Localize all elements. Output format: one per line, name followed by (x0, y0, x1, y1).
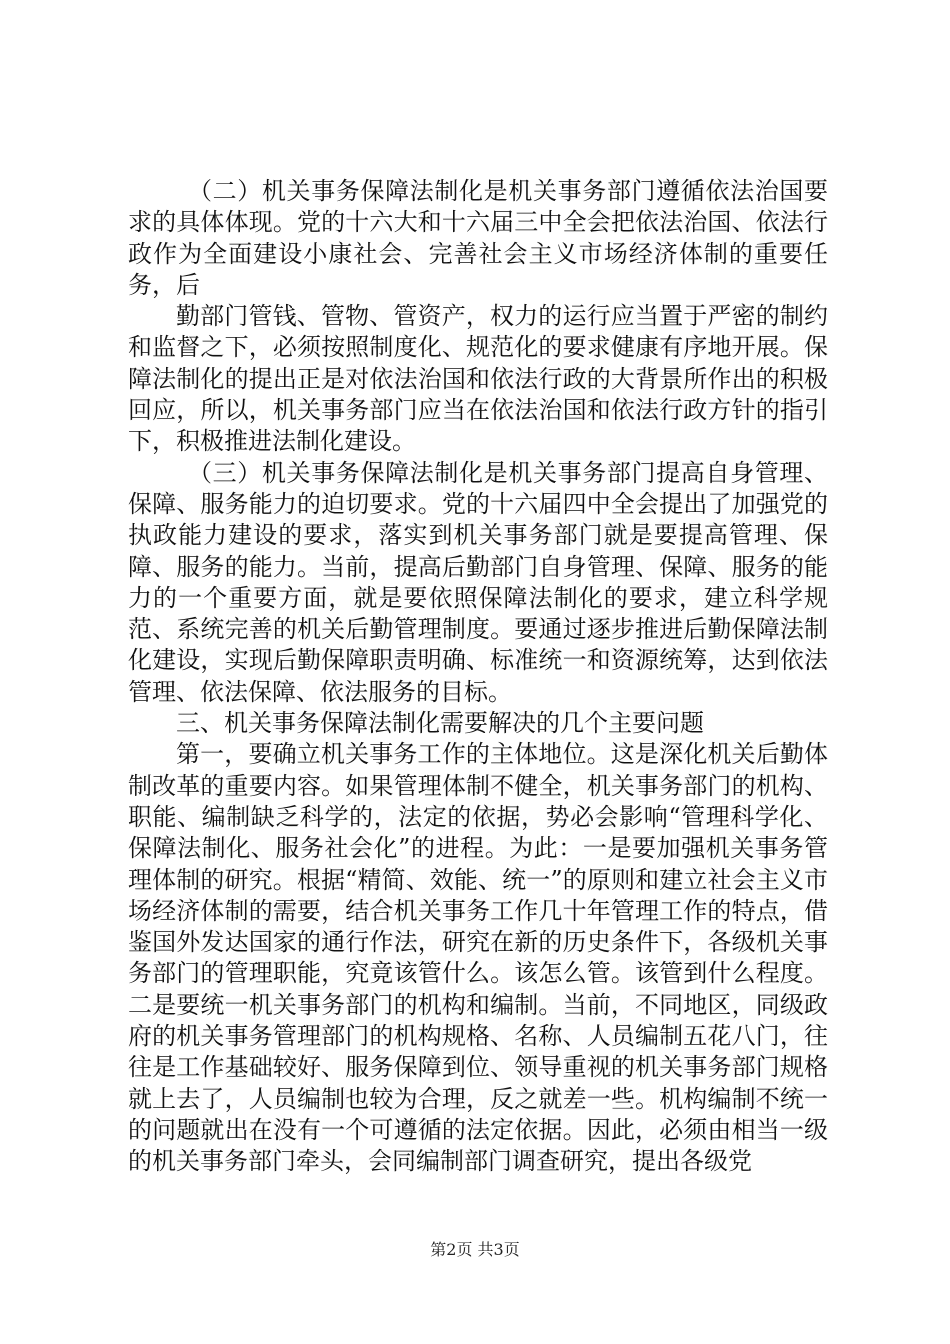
document-body (128, 176, 828, 1178)
section-heading: 三、机关事务保障法制化需要解决的几个主要问题 (176, 709, 704, 738)
page-footer: 第2页 共3页 (430, 1240, 520, 1259)
paragraph-continuation: 勤部门管钱、管物、管资产，权力的运行应当置于严密的制约和监督之下，必须按照制度化、规范化的要求健康有序地开展。保障法制化的提出正是对依法治国和依法行政的大背景所作出的积极回应，所以，机关事务部门应当在依法治国和依法行政方针的指引下，积极推进法制化建设。 (128, 302, 828, 456)
paragraph-section-two: （二）机关事务保障法制化是机关事务部门遵循依法治国要求的具体体现。党的十六大和十六届三中全会把依法治国、依法行政作为全面建设小康社会、完善社会主义市场经济体制的重要任务，后 (128, 177, 828, 299)
paragraph-first-point: 第一，要确立机关事务工作的主体地位。这是深化机关后勤体制改革的重要内容。如果管理体制不健全，机关事务部门的机构、职能、编制缺乏科学的，法定的依据，势必会影响“管理科学化、保障法制化、服务社会化”的进程。为此：一是要加强机关事务管理体制的研究。根据“精简、效能、统一”的原则和建立社会主义市场经济体制的需要，结合机关事务工作几十年管理工作的特点，借鉴国外发达国家的通行作法，研究在新的历史条件下，各级机关事务部门的管理职能，究竟该管什么。该怎么管。该管到什么程度。二是要统一机关事务部门的机构和编制。当前，不同地区，同级政府的机关事务管理部门的机构规格、名称、人员编制五花八门，往往是工作基础较好、服务保障到位、领导重视的机关事务部门规格就上去了，人员编制也较为合理，反之就差一些。机构编制不统一的问题就出在没有一个可遵循的法定依据。因此，必须由相当一级的机关事务部门牵头，会同编制部门调查研究，提出各级党 (128, 740, 828, 1176)
paragraph-section-three: （三）机关事务保障法制化是机关事务部门提高自身管理、保障、服务能力的迫切要求。党的十六届四中全会提出了加强党的执政能力建设的要求，落实到机关事务部门就是要提高管理、保障、服务的能力。当前，提高后勤部门自身管理、保障、服务的能力的一个重要方面，就是要依照保障法制化的要求，建立科学规范、系统完善的机关后勤管理制度。要通过逐步推进后勤保障法制化建设，实现后勤保障职责明确、标准统一和资源统筹，达到依法管理、依法保障、依法服务的目标。 (128, 458, 828, 706)
